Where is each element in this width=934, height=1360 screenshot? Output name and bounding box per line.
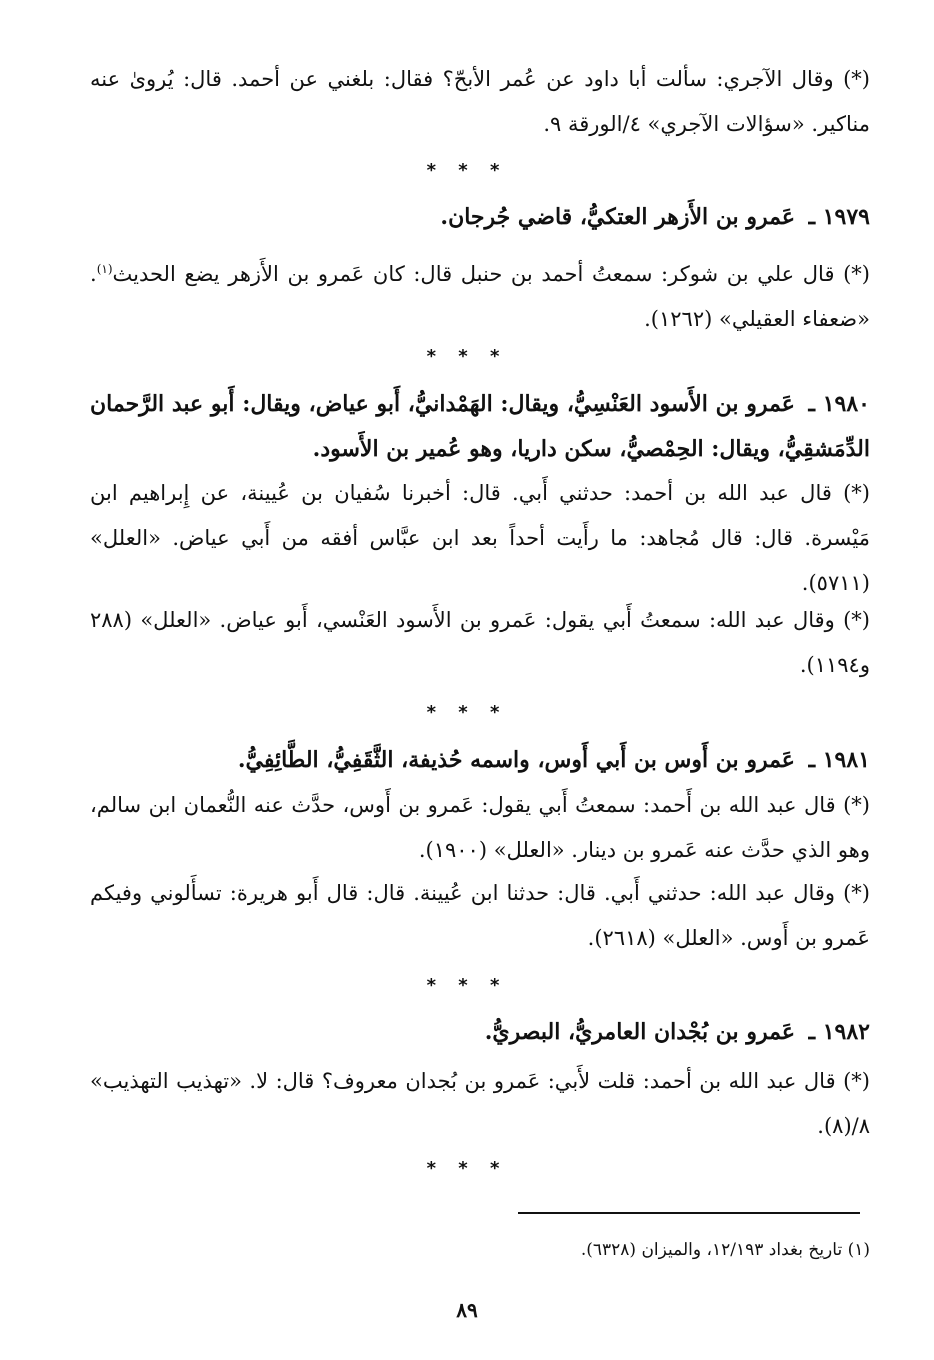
entry-1981-paragraph-1 [90, 783, 870, 873]
paragraph-ajurri [90, 57, 870, 147]
paragraph-text: (*) وقال الآجري: سألت أبا داود عن عُمر الأبحّ؟ فقال: بلغني عن أحمد. قال: يُروىٰ عنه مناكير. «سؤالات الآجري» ٤/الورقة ٩. [90, 67, 870, 136]
entry-heading-1982 [90, 1010, 870, 1055]
paragraph-text: (*) وقال عبد الله: حدثني أَبي. قال: حدثنا ابن عُيينة. قال: قال أَبو هريرة: تسأَلوني وفيكم عَمرو بن أَوس. «العلل» (٢٦١٨). [90, 881, 870, 950]
paragraph-text-end: . «ضعفاء العقيلي» (١٢٦٢). [90, 262, 870, 331]
entry-heading-1980 [90, 382, 870, 472]
section-divider: * * * [426, 1158, 508, 1179]
entry-1981-paragraph-2 [90, 871, 870, 961]
entry-title: عَمرو بن أَوس بن أَبي أَوس، واسمه حُذيفة، الثَّقَفِيُّ، الطَّائِفِيُّ. [237, 747, 795, 773]
section-divider: * * * [426, 160, 508, 181]
entry-heading-1979 [90, 195, 870, 240]
section-divider: * * * [426, 975, 508, 996]
entry-title: عَمرو بن بُجْدان العامريُّ، البصريُّ. [484, 1019, 795, 1045]
entry-number: ١٩٧٩ ـ [808, 204, 870, 230]
entry-number: ١٩٨٢ ـ [808, 1019, 870, 1045]
section-divider: * * * [426, 346, 508, 367]
entry-number: ١٩٨٠ ـ [808, 391, 870, 417]
entry-heading-1981 [90, 738, 870, 783]
entry-1980-paragraph-1 [90, 471, 870, 606]
paragraph-text: (*) قال عبد الله بن أحمد: قلت لأَبي: عَمرو بن بُجدان معروف؟ قال: لا. «تهذيب التهذيب» ٨/(٨). [90, 1069, 870, 1138]
paragraph-text: (*) قال عبد الله بن أحمد: حدثني أَبي. قال: أخبرنا سُفيان بن عُيينة، عن إِبراهيم ابن مَيْسرة. قال: قال مُجاهد: ما رأَيت أحداً بعد ابن عبَّاس أفقه من أَبي عياض. «العلل» (٥٧١١). [90, 481, 870, 595]
entry-number: ١٩٨١ ـ [808, 747, 870, 773]
paragraph-text: (*) قال علي بن شوكر: سمعتُ أحمد بن حنبل قال: كان عَمرو بن الأَزهر يضع الحديث [112, 262, 870, 286]
entry-1980-paragraph-2 [90, 598, 870, 688]
entry-1982-paragraph [90, 1059, 870, 1149]
paragraph-text: (*) وقال عبد الله: سمعتُ أَبي يقول: عَمرو بن الأَسود العَنْسي، أَبو عياض. «العلل» (٢٨٨ و١١٩٤). [90, 608, 870, 677]
entry-1979-paragraph [90, 247, 870, 342]
footnote: (١) تاريخ بغداد ١٢/١٩٣، والميزان (٦٣٢٨). [580, 1240, 870, 1260]
section-divider: * * * [426, 702, 508, 723]
entry-title: عَمرو بن الأَسود العَنْسِيُّ، ويقال: الهَمْدانيُّ، أَبو عياض، ويقال: أَبو عبد الرَّحمان الدِّمَشقِيُّ، ويقال: الحِمْصيُّ، سكن داريا، وهو عُمير بن الأَسود. [90, 391, 870, 462]
paragraph-text: (*) قال عبد الله بن أَحمد: سمعتُ أَبي يقول: عَمرو بن أَوس، حدَّث عنه النُّعمان ابن سالم، وهو الذي حدَّث عنه عَمرو بن دينار. «العلل» (١٩٠٠). [90, 793, 870, 862]
footnote-separator [518, 1212, 860, 1214]
entry-title: عَمرو بن الأَزهر العتكيُّ، قاضي جُرجان. [440, 204, 795, 230]
page-number: ٨٩ [456, 1298, 478, 1322]
footnote-reference: (١) [96, 262, 113, 276]
